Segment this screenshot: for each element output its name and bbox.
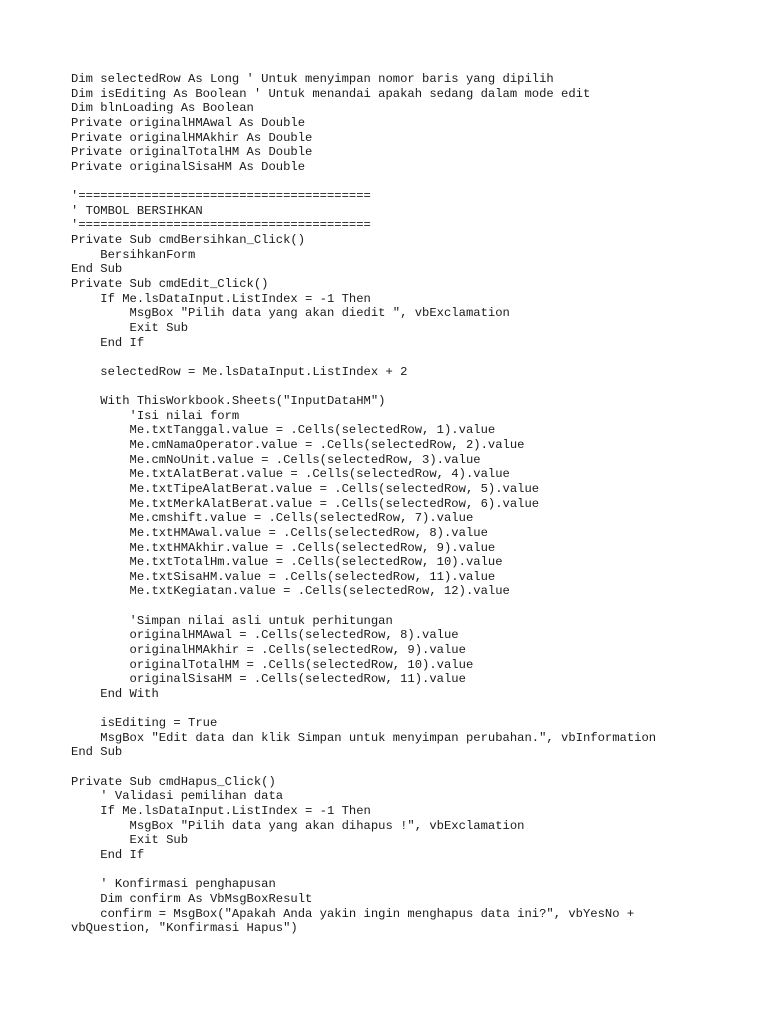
code-line: MsgBox "Pilih data yang akan dihapus !", vbExclamation xyxy=(71,818,525,833)
code-line: Dim isEditing As Boolean ' Untuk menandai apakah sedang dalam mode edit xyxy=(71,86,591,101)
code-line: Me.txtHMAwal.value = .Cells(selectedRow, 8).value xyxy=(71,525,488,540)
code-line: With ThisWorkbook.Sheets("InputDataHM") xyxy=(71,394,386,409)
code-line: Me.txtHMAkhir.value = .Cells(selectedRow, 9).value xyxy=(71,540,496,555)
code-line: ' Konfirmasi penghapusan xyxy=(71,877,276,892)
code-line: '======================================== xyxy=(71,189,371,204)
code-line: Me.cmNoUnit.value = .Cells(selectedRow, 3).value xyxy=(71,452,481,467)
code-line: Me.txtMerkAlatBerat.value = .Cells(selectedRow, 6).value xyxy=(71,496,540,511)
code-line xyxy=(71,863,761,878)
code-line xyxy=(71,379,761,394)
code-line: Private Sub cmdBersihkan_Click() xyxy=(71,233,306,248)
code-line: Dim blnLoading As Boolean xyxy=(71,101,254,116)
code-block xyxy=(71,72,761,936)
code-line xyxy=(71,174,761,189)
code-line: isEditing = True xyxy=(71,716,218,731)
code-line: End With xyxy=(71,686,159,701)
code-line: Exit Sub xyxy=(71,833,189,848)
code-line: '======================================== xyxy=(71,218,371,233)
code-line: Me.cmshift.value = .Cells(selectedRow, 7).value xyxy=(71,511,474,526)
code-line: originalHMAkhir = .Cells(selectedRow, 9).value xyxy=(71,642,466,657)
code-line: Private originalHMAkhir As Double xyxy=(71,130,313,145)
code-line: vbQuestion, "Konfirmasi Hapus") xyxy=(71,921,298,936)
code-line xyxy=(71,760,761,775)
code-line: Private Sub cmdEdit_Click() xyxy=(71,276,269,291)
code-line: Me.cmNamaOperator.value = .Cells(selectedRow, 2).value xyxy=(71,438,525,453)
code-line: 'Simpan nilai asli untuk perhitungan xyxy=(71,613,393,628)
code-line: Private originalHMAwal As Double xyxy=(71,115,306,130)
code-line: originalTotalHM = .Cells(selectedRow, 10).value xyxy=(71,657,474,672)
code-line: originalSisaHM = .Cells(selectedRow, 11).value xyxy=(71,672,466,687)
code-line: Me.txtTipeAlatBerat.value = .Cells(selectedRow, 5).value xyxy=(71,481,540,496)
code-line: Private Sub cmdHapus_Click() xyxy=(71,774,276,789)
code-line: ' Validasi pemilihan data xyxy=(71,789,284,804)
code-line: 'Isi nilai form xyxy=(71,408,240,423)
code-line: Me.txtTotalHm.value = .Cells(selectedRow, 10).value xyxy=(71,555,503,570)
code-line: Private originalTotalHM As Double xyxy=(71,145,313,160)
code-line: Me.txtAlatBerat.value = .Cells(selectedRow, 4).value xyxy=(71,467,510,482)
code-line xyxy=(71,702,761,717)
code-line: Private originalSisaHM As Double xyxy=(71,159,306,174)
code-line xyxy=(71,599,761,614)
code-line: confirm = MsgBox("Apakah Anda yakin ingin menghapus data ini?", vbYesNo + xyxy=(71,906,635,921)
code-line: BersihkanForm xyxy=(71,247,196,262)
code-line: End If xyxy=(71,847,145,862)
code-line: If Me.lsDataInput.ListIndex = -1 Then xyxy=(71,804,371,819)
code-line: originalHMAwal = .Cells(selectedRow, 8).value xyxy=(71,628,459,643)
code-line: MsgBox "Pilih data yang akan diedit ", vbExclamation xyxy=(71,306,510,321)
code-line: Me.txtKegiatan.value = .Cells(selectedRow, 12).value xyxy=(71,584,510,599)
code-line: Dim selectedRow As Long ' Untuk menyimpan nomor baris yang dipilih xyxy=(71,72,554,86)
code-line: selectedRow = Me.lsDataInput.ListIndex + 2 xyxy=(71,364,408,379)
code-line: Exit Sub xyxy=(71,320,189,335)
code-line: End If xyxy=(71,335,145,350)
code-line: Dim confirm As VbMsgBoxResult xyxy=(71,891,313,906)
code-line: ' TOMBOL BERSIHKAN xyxy=(71,203,203,218)
code-line: If Me.lsDataInput.ListIndex = -1 Then xyxy=(71,291,371,306)
code-line: Me.txtSisaHM.value = .Cells(selectedRow, 11).value xyxy=(71,569,496,584)
code-line: End Sub xyxy=(71,745,123,760)
code-line: MsgBox "Edit data dan klik Simpan untuk menyimpan perubahan.", vbInformation xyxy=(71,730,657,745)
code-line xyxy=(71,350,761,365)
code-line: Me.txtTanggal.value = .Cells(selectedRow, 1).value xyxy=(71,423,496,438)
code-line: End Sub xyxy=(71,262,123,277)
